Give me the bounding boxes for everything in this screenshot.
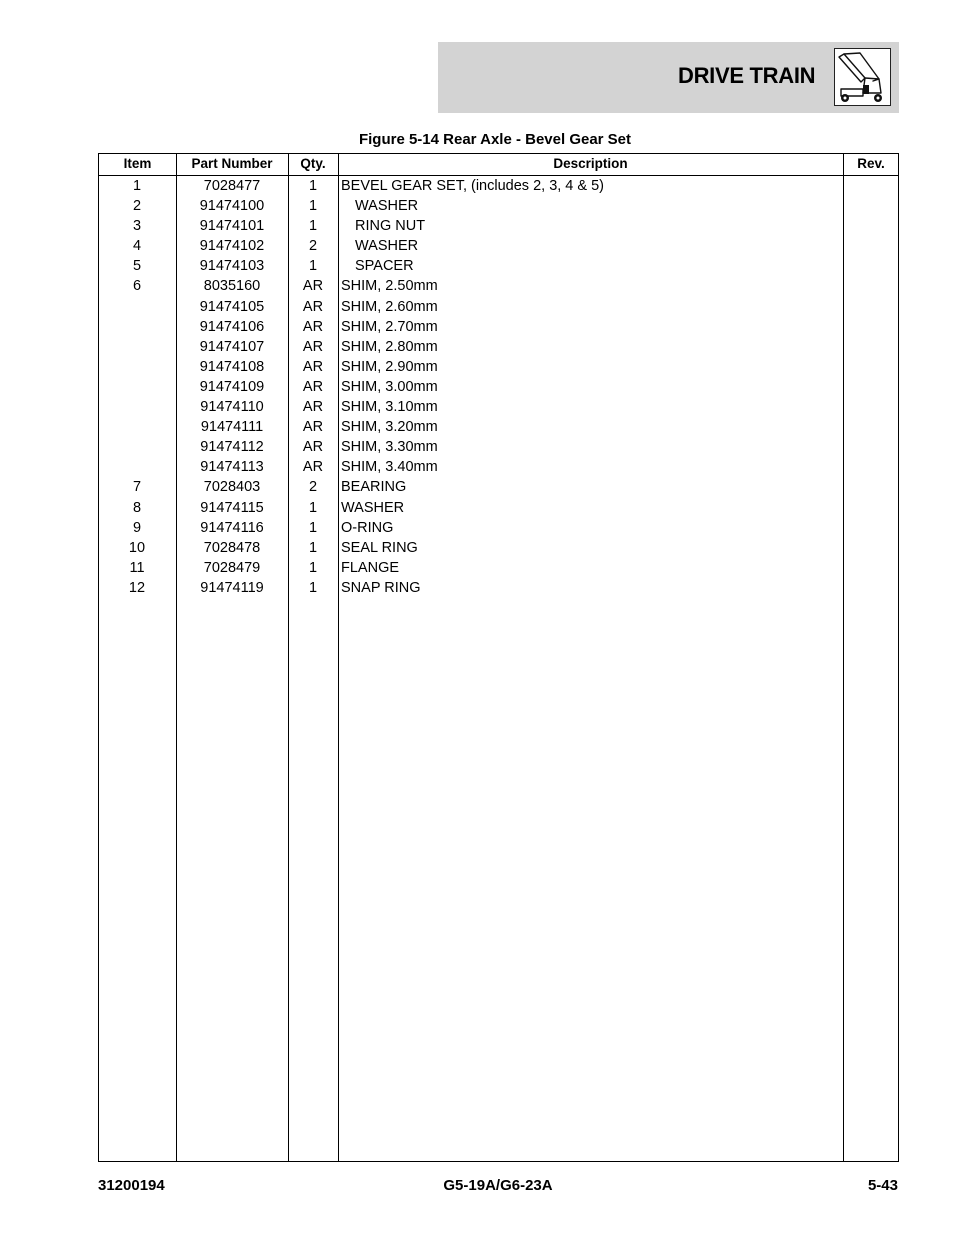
- cell-description: SHIM, 2.90mm: [341, 358, 438, 375]
- cell-part-number: 7028479: [203, 559, 261, 576]
- cell-item: 2: [132, 198, 142, 215]
- table-row: [99, 578, 898, 598]
- cell-description: WASHER: [341, 499, 405, 516]
- cell-part-number: 91474100: [199, 198, 265, 215]
- cell-part-number: 7028478: [203, 539, 261, 556]
- column-header-qty: Qty.: [300, 156, 326, 171]
- cell-description: BEVEL GEAR SET, (includes 2, 3, 4 & 5): [341, 178, 604, 194]
- cell-description: WASHER: [355, 198, 419, 215]
- cell-part-number: 91474115: [200, 499, 264, 516]
- cell-qty: AR: [302, 278, 324, 295]
- cell-part-number: 91474105: [199, 298, 265, 315]
- section-header-band: [438, 42, 899, 113]
- cell-description: BEARING: [341, 479, 407, 496]
- cell-item: 12: [128, 579, 146, 596]
- cell-description: O-RING: [341, 519, 394, 536]
- cell-item: 10: [128, 539, 146, 556]
- cell-description: SHIM, 3.00mm: [341, 378, 438, 395]
- column-header-description: Description: [553, 156, 628, 171]
- cell-part-number: 7028403: [203, 479, 261, 496]
- table-row: [99, 216, 898, 236]
- cell-qty: AR: [302, 358, 324, 375]
- table-row: [99, 317, 898, 337]
- table-row: [99, 498, 898, 518]
- table-row: [99, 417, 898, 437]
- cell-item: 7: [132, 479, 142, 496]
- cell-part-number: 91474103: [199, 258, 265, 275]
- table-row: [99, 337, 898, 357]
- cell-qty: AR: [302, 419, 324, 436]
- table-row: [99, 276, 898, 296]
- document-number: 31200194: [98, 1177, 165, 1194]
- section-title: DRIVE TRAIN: [678, 63, 816, 88]
- cell-qty: AR: [302, 378, 324, 395]
- cell-part-number: 91474106: [199, 318, 265, 335]
- cell-qty: 1: [308, 499, 318, 516]
- forklift-icon: [834, 48, 891, 106]
- cell-description: SHIM, 2.60mm: [341, 298, 438, 315]
- cell-description: SHIM, 3.20mm: [341, 419, 438, 436]
- cell-qty: AR: [302, 459, 324, 476]
- cell-item: 11: [129, 559, 145, 576]
- table-row: [99, 196, 898, 216]
- cell-part-number: 91474102: [199, 238, 265, 255]
- column-header-part-number: Part Number: [191, 156, 273, 171]
- model-number: G5-19A/G6-23A: [443, 1177, 553, 1194]
- cell-part-number: 91474112: [200, 439, 264, 456]
- cell-part-number: 91474109: [199, 378, 265, 395]
- cell-qty: 2: [308, 479, 318, 496]
- table-row: [99, 538, 898, 558]
- table-body: [99, 176, 898, 598]
- cell-item: 1: [132, 178, 142, 194]
- cell-qty: 1: [308, 258, 318, 275]
- cell-qty: AR: [302, 318, 324, 335]
- table-row: [99, 518, 898, 538]
- cell-qty: 1: [308, 559, 318, 576]
- cell-part-number: 91474111: [200, 419, 264, 436]
- cell-item: 6: [132, 278, 142, 295]
- cell-part-number: 91474101: [199, 218, 265, 235]
- table-row: [99, 457, 898, 477]
- cell-part-number: 91474110: [200, 399, 264, 416]
- page-number: 5-43: [867, 1177, 898, 1194]
- table-row: [99, 176, 898, 196]
- cell-qty: AR: [302, 298, 324, 315]
- parts-table: [98, 153, 899, 1162]
- cell-qty: 2: [308, 238, 318, 255]
- cell-description: SHIM, 3.30mm: [341, 439, 438, 456]
- table-row: [99, 256, 898, 276]
- cell-description: SHIM, 3.10mm: [341, 399, 438, 416]
- cell-description: SHIM, 2.50mm: [341, 278, 438, 295]
- cell-qty: 1: [308, 539, 318, 556]
- cell-description: RING NUT: [355, 218, 426, 235]
- figure-title: Figure 5-14 Rear Axle - Bevel Gear Set: [358, 131, 632, 148]
- cell-item: 9: [132, 519, 142, 536]
- table-row: [99, 357, 898, 377]
- cell-part-number: 91474108: [199, 358, 265, 375]
- table-row: [99, 297, 898, 317]
- cell-qty: AR: [302, 399, 324, 416]
- cell-part-number: 7028477: [203, 178, 261, 194]
- cell-description: FLANGE: [341, 559, 400, 576]
- table-row: [99, 477, 898, 497]
- cell-description: WASHER: [355, 238, 419, 255]
- cell-item: 3: [132, 218, 142, 235]
- cell-qty: 1: [308, 579, 318, 596]
- cell-part-number: 8035160: [203, 278, 261, 295]
- cell-qty: 1: [308, 519, 318, 536]
- cell-description: SHIM, 3.40mm: [341, 459, 438, 476]
- cell-part-number: 91474119: [200, 579, 264, 596]
- cell-item: 8: [132, 499, 142, 516]
- column-header-rev: Rev.: [857, 156, 885, 171]
- table-row: [99, 437, 898, 457]
- cell-qty: 1: [308, 198, 318, 215]
- cell-description: SEAL RING: [341, 539, 418, 556]
- cell-part-number: 91474113: [200, 459, 264, 476]
- cell-description: SNAP RING: [341, 579, 421, 596]
- column-header-item: Item: [123, 156, 152, 171]
- table-row: [99, 236, 898, 256]
- cell-item: 5: [132, 258, 142, 275]
- cell-qty: AR: [302, 338, 324, 355]
- cell-description: SPACER: [355, 258, 414, 275]
- table-row: [99, 377, 898, 397]
- cell-item: 4: [132, 238, 142, 255]
- cell-qty: 1: [308, 218, 318, 235]
- table-row: [99, 397, 898, 417]
- cell-description: SHIM, 2.80mm: [341, 338, 438, 355]
- cell-qty: 1: [308, 178, 318, 194]
- cell-part-number: 91474107: [199, 338, 265, 355]
- cell-part-number: 91474116: [200, 519, 264, 536]
- table-row: [99, 558, 898, 578]
- cell-qty: AR: [302, 439, 324, 456]
- cell-description: SHIM, 2.70mm: [341, 318, 438, 335]
